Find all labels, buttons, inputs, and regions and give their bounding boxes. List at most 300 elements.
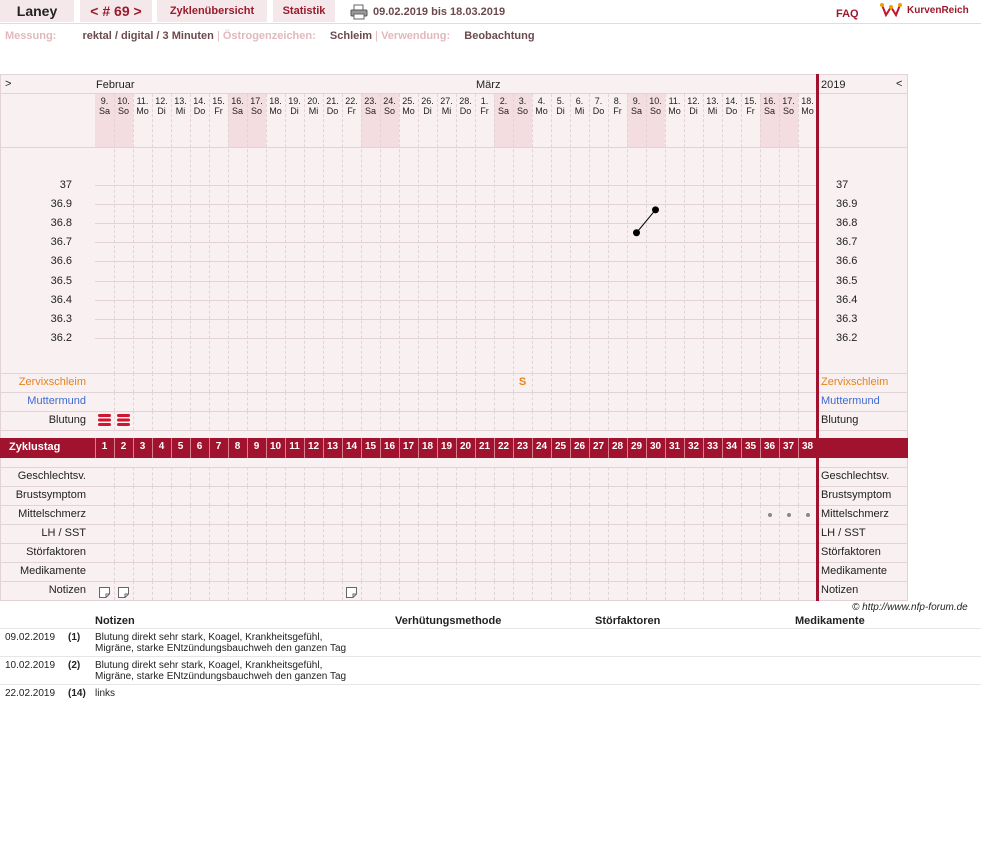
cell-grid-line: [266, 467, 267, 486]
cell-grid-line: [703, 524, 704, 543]
table-row: [0, 656, 981, 685]
cell-grid-line: [152, 505, 153, 524]
cell-grid-line: [323, 392, 324, 411]
cycle-day-number: 14: [345, 441, 358, 452]
cell-grid-line: [665, 467, 666, 486]
user-name[interactable]: Laney: [0, 0, 74, 22]
cell-grid-line: [475, 392, 476, 411]
cell-grid-line: [798, 505, 799, 524]
cell-grid-line: [779, 581, 780, 600]
cell-grid-line: [399, 392, 400, 411]
cell-grid-line: [456, 543, 457, 562]
cell-grid-line: [285, 486, 286, 505]
cell-grid-line: [323, 543, 324, 562]
cycle-day-number: 34: [725, 441, 738, 452]
cell-grid-line: [342, 486, 343, 505]
cell-grid-line: [247, 505, 248, 524]
cell-grid-line: [114, 524, 115, 543]
cycle-day-number: 4: [158, 441, 165, 452]
note-text: Blutung direkt sehr stark, Koagel, Krankheitsgefühl, Migräne, starke ENtzündungsbauchweh den ganzen Tag: [95, 660, 347, 682]
day-weekday: Do: [326, 106, 339, 116]
temp-tick-right: 36.2: [836, 331, 858, 344]
note-icon[interactable]: [99, 585, 110, 596]
cell-grid-line: [323, 524, 324, 543]
cell-grid-line: [589, 543, 590, 562]
cell-grid-line: [304, 411, 305, 430]
cycle-day-number: 35: [744, 441, 757, 452]
cell-grid-line: [608, 562, 609, 581]
temperature-point[interactable]: [633, 229, 640, 236]
day-date: 14.: [193, 96, 206, 106]
cell-grid-line: [228, 524, 229, 543]
cell-grid-line: [209, 543, 210, 562]
row-divider: [0, 505, 908, 506]
note-icon[interactable]: [346, 585, 357, 596]
cell-grid-line: [285, 543, 286, 562]
cell-grid-line: [513, 392, 514, 411]
cell-grid-line: [266, 411, 267, 430]
cell-grid-line: [589, 581, 590, 600]
day-weekday: So: [782, 106, 794, 116]
day-weekday: Sa: [763, 106, 775, 116]
cell-grid-line: [551, 467, 552, 486]
cell-grid-line: [152, 581, 153, 600]
cell-grid-line: [133, 543, 134, 562]
cell-grid-line: [551, 486, 552, 505]
cell-grid-line: [475, 543, 476, 562]
cell-grid-line: [285, 467, 286, 486]
cell-grid-line: [779, 524, 780, 543]
cell-grid-line: [190, 467, 191, 486]
cell-grid-line: [608, 524, 609, 543]
cell-grid-line: [285, 581, 286, 600]
cell-grid-line: [456, 486, 457, 505]
cell-grid-line: [760, 524, 761, 543]
day-date: 5.: [556, 96, 565, 106]
meta-separator: |: [375, 30, 379, 42]
cell-grid-line: [703, 467, 704, 486]
measurement-value: rektal / digital / 3 Minuten: [82, 30, 214, 42]
cell-grid-line: [589, 505, 590, 524]
cell-grid-line: [342, 373, 343, 392]
cell-grid-line: [209, 524, 210, 543]
cell-grid-line: [532, 581, 533, 600]
cell-grid-line: [418, 581, 419, 600]
day-weekday: So: [649, 106, 661, 116]
cycle-day-number: 5: [177, 441, 184, 452]
cycle-day-number: 17: [402, 441, 415, 452]
cell-grid-line: [399, 467, 400, 486]
cycle-day-number: 26: [573, 441, 586, 452]
cell-grid-line: [741, 543, 742, 562]
row-label-muttermund: Muttermund: [27, 395, 86, 407]
cell-grid-line: [646, 373, 647, 392]
nav-next-icon[interactable]: <: [896, 78, 903, 90]
cell-grid-line: [494, 392, 495, 411]
cycle-navigator[interactable]: < # 69 >: [80, 0, 152, 22]
cell-grid-line: [209, 505, 210, 524]
day-date: 18.: [269, 96, 282, 106]
day-date: 22.: [345, 96, 358, 106]
cell-grid-line: [323, 562, 324, 581]
faq-link[interactable]: FAQ: [836, 8, 859, 20]
cell-grid-line: [171, 543, 172, 562]
cell-grid-line: [171, 505, 172, 524]
cell-grid-line: [209, 467, 210, 486]
day-weekday: Mi: [574, 106, 585, 116]
estrogen-value: Schleim: [329, 30, 373, 42]
cell-grid-line: [798, 524, 799, 543]
cell-grid-line: [665, 373, 666, 392]
row-label-5: Medikamente: [19, 565, 86, 577]
cell-grid-line: [475, 411, 476, 430]
day-date: 19.: [288, 96, 301, 106]
cell-grid-line: [285, 505, 286, 524]
cell-grid-line: [437, 581, 438, 600]
cell-grid-line: [190, 392, 191, 411]
cell-grid-line: [437, 467, 438, 486]
copyright[interactable]: © http://www.nfp-forum.de: [852, 602, 968, 613]
cell-grid-line: [741, 562, 742, 581]
cell-grid-line: [152, 524, 153, 543]
cell-grid-line: [741, 505, 742, 524]
cycle-day-number: 32: [687, 441, 700, 452]
cycle-day-label: Zyklustag: [9, 441, 61, 453]
cell-grid-line: [361, 581, 362, 600]
day-date: 26.: [421, 96, 434, 106]
temp-tick-left: 36.8: [50, 217, 72, 230]
cell-grid-line: [228, 392, 229, 411]
cycle-day-number: 22: [497, 441, 510, 452]
temp-tick-right: 36.6: [836, 255, 858, 268]
cell-grid-line: [266, 562, 267, 581]
cell-grid-line: [494, 562, 495, 581]
cell-grid-line: [323, 373, 324, 392]
brand-name[interactable]: KurvenReich: [907, 5, 969, 16]
cell-grid-line: [627, 543, 628, 562]
cell-grid-line: [760, 486, 761, 505]
cell-grid-line: [399, 373, 400, 392]
mittelschmerz-dot[interactable]: [768, 513, 772, 517]
cell-grid-line: [228, 581, 229, 600]
day-date: 6.: [575, 96, 584, 106]
day-weekday: Di: [290, 106, 299, 116]
temp-tick-right: 36.5: [836, 274, 858, 287]
temperature-point[interactable]: [652, 206, 659, 213]
day-date: 3.: [518, 96, 527, 106]
cell-grid-line: [760, 562, 761, 581]
cell-grid-line: [703, 392, 704, 411]
cell-grid-line: [513, 543, 514, 562]
cell-grid-line: [741, 411, 742, 430]
cycle-day-number: 3: [139, 441, 146, 452]
cell-grid-line: [608, 543, 609, 562]
row-label-1: Brustsymptom: [15, 489, 86, 501]
cell-grid-line: [589, 373, 590, 392]
cell-grid-line: [665, 524, 666, 543]
cervix-mark[interactable]: S: [518, 376, 527, 388]
cell-grid-line: [513, 524, 514, 543]
bleeding-icon[interactable]: [117, 413, 130, 427]
month-label-march: März: [476, 79, 501, 91]
day-date: 1.: [480, 96, 489, 106]
cell-grid-line: [684, 524, 685, 543]
cell-grid-line: [361, 411, 362, 430]
cell-grid-line: [646, 581, 647, 600]
cell-grid-line: [741, 524, 742, 543]
row-divider: [0, 581, 908, 582]
cell-grid-line: [247, 543, 248, 562]
note-text: Blutung direkt sehr stark, Koagel, Krankheitsgefühl, Migräne, starke ENtzündungsbauchweh den ganzen Tag: [95, 632, 347, 654]
cell-grid-line: [475, 373, 476, 392]
cell-grid-line: [342, 505, 343, 524]
cell-grid-line: [361, 562, 362, 581]
cell-grid-line: [114, 467, 115, 486]
cell-grid-line: [418, 373, 419, 392]
row-label-2: Mittelschmerz: [18, 508, 86, 520]
cell-grid-line: [779, 505, 780, 524]
cell-grid-line: [798, 373, 799, 392]
row-label-muttermund-right: Muttermund: [821, 395, 880, 407]
row-divider: [0, 562, 908, 563]
cell-grid-line: [684, 411, 685, 430]
day-weekday: So: [383, 106, 395, 116]
cell-grid-line: [152, 392, 153, 411]
cell-grid-line: [152, 486, 153, 505]
cycle-day-number: 21: [478, 441, 491, 452]
cell-grid-line: [684, 392, 685, 411]
cell-grid-line: [399, 524, 400, 543]
cell-grid-line: [171, 392, 172, 411]
row-divider: [0, 524, 908, 525]
day-date: 8.: [613, 96, 622, 106]
cell-grid-line: [114, 411, 115, 430]
note-icon[interactable]: [118, 585, 129, 596]
mittelschmerz-dot[interactable]: [787, 513, 791, 517]
cycle-end-line: [816, 74, 819, 601]
cell-grid-line: [456, 373, 457, 392]
notes-col-disturbances: Störfaktoren: [595, 615, 661, 627]
cell-grid-line: [589, 467, 590, 486]
estrogen-label: Östrogenzeichen:: [222, 30, 316, 42]
cycle-day-number: 28: [611, 441, 624, 452]
day-date: 11.: [136, 96, 149, 106]
temperature-curve: [0, 74, 908, 374]
cell-grid-line: [684, 581, 685, 600]
cell-grid-line: [779, 543, 780, 562]
cell-grid-line: [532, 373, 533, 392]
cell-grid-line: [152, 373, 153, 392]
cell-grid-line: [475, 562, 476, 581]
cell-grid-line: [399, 411, 400, 430]
mittelschmerz-dot[interactable]: [806, 513, 810, 517]
day-weekday: Di: [689, 106, 698, 116]
cell-grid-line: [114, 581, 115, 600]
cycle-day-number: 13: [326, 441, 339, 452]
nav-prev-icon[interactable]: >: [5, 78, 12, 90]
cell-grid-line: [779, 562, 780, 581]
cycle-day-number: 30: [649, 441, 662, 452]
day-date: 13.: [174, 96, 187, 106]
cell-grid-line: [589, 524, 590, 543]
cell-grid-line: [399, 486, 400, 505]
cell-grid-line: [437, 411, 438, 430]
temp-tick-right: 36.9: [836, 198, 858, 211]
print-icon[interactable]: [350, 4, 368, 20]
cell-grid-line: [589, 486, 590, 505]
cell-grid-line: [703, 505, 704, 524]
cell-grid-line: [684, 543, 685, 562]
cell-grid-line: [247, 411, 248, 430]
cell-grid-line: [323, 486, 324, 505]
cell-grid-line: [190, 411, 191, 430]
day-date: 11.: [668, 96, 681, 106]
cell-grid-line: [570, 486, 571, 505]
row-divider: [0, 467, 908, 468]
cell-grid-line: [608, 581, 609, 600]
row-label-right-6: Notizen: [821, 584, 859, 596]
day-date: 10.: [649, 96, 662, 106]
cell-grid-line: [380, 411, 381, 430]
cell-grid-line: [494, 467, 495, 486]
cell-grid-line: [551, 505, 552, 524]
day-weekday: Mi: [707, 106, 718, 116]
cell-grid-line: [380, 505, 381, 524]
bleeding-icon[interactable]: [98, 413, 111, 427]
header-divider: [0, 23, 981, 24]
day-weekday: Sa: [98, 106, 110, 116]
cell-grid-line: [627, 505, 628, 524]
cell-grid-line: [285, 562, 286, 581]
cell-grid-line: [608, 373, 609, 392]
cell-grid-line: [798, 392, 799, 411]
cell-grid-line: [266, 543, 267, 562]
cell-grid-line: [285, 524, 286, 543]
row-divider: [0, 543, 908, 544]
temp-tick-left: 36.3: [50, 312, 72, 325]
day-weekday: Do: [592, 106, 605, 116]
note-day-number: (2): [68, 660, 81, 671]
cell-grid-line: [665, 392, 666, 411]
cell-grid-line: [418, 524, 419, 543]
day-weekday: So: [516, 106, 528, 116]
day-date: 24.: [383, 96, 396, 106]
cell-grid-line: [551, 411, 552, 430]
day-weekday: Sa: [364, 106, 376, 116]
day-date: 13.: [706, 96, 719, 106]
cell-grid-line: [665, 543, 666, 562]
cell-grid-line: [285, 373, 286, 392]
day-weekday: Fr: [347, 106, 356, 116]
cell-grid-line: [380, 543, 381, 562]
cell-grid-line: [627, 392, 628, 411]
cell-grid-line: [190, 486, 191, 505]
row-label-right-3: LH / SST: [821, 527, 866, 539]
row-label-0: Geschlechtsv.: [17, 470, 86, 482]
cell-grid-line: [608, 486, 609, 505]
cell-grid-line: [722, 581, 723, 600]
temp-tick-left: 36.7: [50, 236, 72, 249]
cell-grid-line: [304, 581, 305, 600]
cell-grid-line: [171, 562, 172, 581]
cell-grid-line: [570, 392, 571, 411]
cell-grid-line: [627, 486, 628, 505]
cell-grid-line: [285, 392, 286, 411]
tab-statistics[interactable]: Statistik: [273, 0, 335, 22]
cell-grid-line: [171, 467, 172, 486]
cell-grid-line: [361, 486, 362, 505]
cell-grid-line: [342, 543, 343, 562]
cell-grid-line: [646, 467, 647, 486]
day-date: 15.: [744, 96, 757, 106]
note-day-number: (1): [68, 632, 81, 643]
cell-grid-line: [570, 562, 571, 581]
cell-grid-line: [570, 581, 571, 600]
cell-grid-line: [266, 524, 267, 543]
cycle-day-number: 31: [668, 441, 681, 452]
cycle-day-number: 23: [516, 441, 529, 452]
day-weekday: Sa: [231, 106, 243, 116]
cycle-chart: [0, 74, 908, 601]
cycle-day-number: 8: [234, 441, 241, 452]
note-day-number: (14): [68, 688, 86, 699]
day-date: 7.: [594, 96, 603, 106]
cell-grid-line: [361, 543, 362, 562]
cell-grid-line: [646, 524, 647, 543]
cell-grid-line: [475, 524, 476, 543]
cell-grid-line: [133, 562, 134, 581]
cell-grid-line: [665, 562, 666, 581]
day-weekday: Do: [459, 106, 472, 116]
day-date: 28.: [459, 96, 472, 106]
cell-grid-line: [380, 467, 381, 486]
cell-grid-line: [513, 581, 514, 600]
cell-grid-line: [304, 524, 305, 543]
cell-grid-line: [475, 486, 476, 505]
temp-tick-left: 36.6: [50, 255, 72, 268]
cell-grid-line: [703, 411, 704, 430]
cell-grid-line: [513, 505, 514, 524]
tab-cycle-overview[interactable]: Zyklenübersicht: [157, 0, 267, 22]
measurement-label: Messung:: [5, 30, 57, 42]
cell-grid-line: [494, 581, 495, 600]
note-date: 22.02.2019: [5, 688, 56, 699]
cell-grid-line: [760, 373, 761, 392]
cycle-day-number: 12: [307, 441, 320, 452]
cell-grid-line: [722, 392, 723, 411]
cell-grid-line: [684, 486, 685, 505]
cell-grid-line: [133, 392, 134, 411]
cell-grid-line: [589, 392, 590, 411]
notes-col-notes: Notizen: [95, 615, 135, 627]
cell-grid-line: [608, 392, 609, 411]
cell-grid-line: [646, 505, 647, 524]
cell-grid-line: [798, 486, 799, 505]
cell-grid-line: [627, 373, 628, 392]
cell-grid-line: [418, 562, 419, 581]
day-weekday: Fr: [214, 106, 223, 116]
cell-grid-line: [228, 486, 229, 505]
cell-grid-line: [456, 562, 457, 581]
cell-grid-line: [361, 505, 362, 524]
row-divider: [0, 486, 908, 487]
cell-grid-line: [627, 411, 628, 430]
cell-grid-line: [760, 411, 761, 430]
cell-grid-line: [114, 486, 115, 505]
cell-grid-line: [570, 411, 571, 430]
notes-col-medication: Medikamente: [795, 615, 865, 627]
cell-grid-line: [247, 524, 248, 543]
